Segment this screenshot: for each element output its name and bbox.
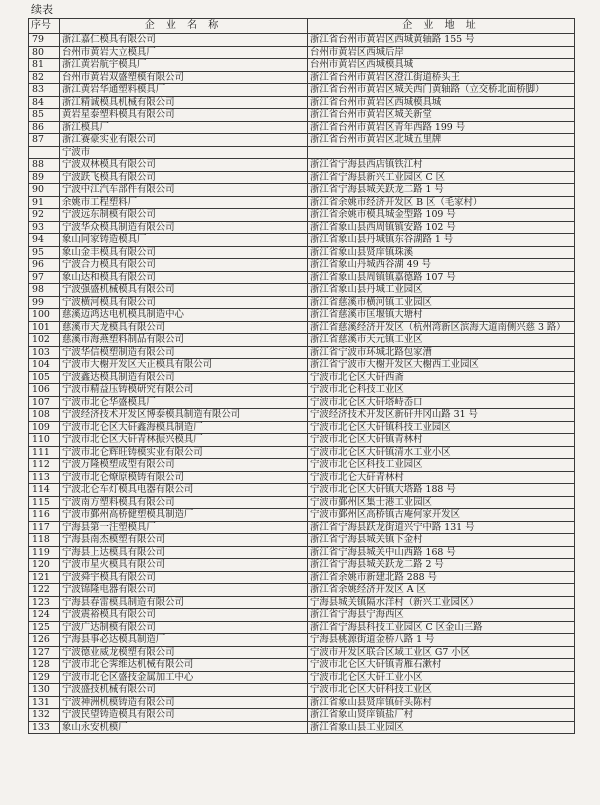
company-name: 浙江赛豪实业有限公司 xyxy=(60,134,308,147)
header-number: 序号 xyxy=(29,19,60,34)
company-address: 浙江省余姚市模具城金型路 109 号 xyxy=(308,209,575,222)
row-number: 108 xyxy=(29,409,60,422)
company-name: 宁波鑫达模具制造有限公司 xyxy=(60,371,308,384)
company-name: 宁波北仑车灯模具电器有限公司 xyxy=(60,484,308,497)
company-address: 浙江省余姚市经济开发区 B 区（毛家村） xyxy=(308,196,575,209)
row-number: 89 xyxy=(29,171,60,184)
row-number: 90 xyxy=(29,184,60,197)
company-name: 宁波华众模具制造有限公司 xyxy=(60,221,308,234)
company-name: 象山达和模具有限公司 xyxy=(60,271,308,284)
row-number: 109 xyxy=(29,421,60,434)
company-name: 黄岩星泰塑料模具有限公司 xyxy=(60,109,308,122)
table-row xyxy=(29,96,575,109)
company-address: 宁波市北仑区大矸工业小区 xyxy=(308,671,575,684)
table-row xyxy=(29,646,575,659)
company-address: 浙江省宁海县西店镇铁江村 xyxy=(308,159,575,172)
row-number: 83 xyxy=(29,84,60,97)
table-row xyxy=(29,359,575,372)
company-address: 宁波市北仑区大矸镇青雁石漱村 xyxy=(308,659,575,672)
row-number: 103 xyxy=(29,346,60,359)
row-number: 117 xyxy=(29,521,60,534)
company-address: 宁波市北仑区大矸西斋 xyxy=(308,371,575,384)
company-address: 浙江省象山县丹城镇东谷湖路 1 号 xyxy=(308,234,575,247)
table-row xyxy=(29,421,575,434)
row-number: 106 xyxy=(29,384,60,397)
table-row xyxy=(29,509,575,522)
table-row xyxy=(29,671,575,684)
company-address: 浙江省宁海县城关中山西路 168 号 xyxy=(308,546,575,559)
company-name: 宁波市北仑辉旺铸模实业有限公司 xyxy=(60,446,308,459)
table-row xyxy=(29,209,575,222)
row-number: 81 xyxy=(29,59,60,72)
company-name: 象山永安机模厂 xyxy=(60,721,308,734)
row-number: 98 xyxy=(29,284,60,297)
company-address: 浙江省慈溪市匡堰镇大塘村 xyxy=(308,309,575,322)
company-address: 浙江省象山县工业园区 xyxy=(308,721,575,734)
company-name: 宁波市鄞州高桥健塑模具制造厂 xyxy=(60,509,308,522)
row-number: 122 xyxy=(29,584,60,597)
company-name: 慈溪市天龙模具有限公司 xyxy=(60,321,308,334)
table-row xyxy=(29,321,575,334)
company-table xyxy=(28,18,575,734)
table-row xyxy=(29,621,575,634)
row-number: 88 xyxy=(29,159,60,172)
company-address: 浙江省台州市黄岩区北城五里牌 xyxy=(308,134,575,147)
table-row xyxy=(29,609,575,622)
company-name: 宁波神洲机模铸造有限公司 xyxy=(60,696,308,709)
row-number: 119 xyxy=(29,546,60,559)
row-number: 82 xyxy=(29,71,60,84)
table-row xyxy=(29,121,575,134)
company-address: 浙江省象山贤庠镇盐厂村 xyxy=(308,709,575,722)
table-row xyxy=(29,409,575,422)
company-name: 宁波万隆模塑成型有限公司 xyxy=(60,459,308,472)
continued-label: 续表 xyxy=(31,3,53,16)
table-row xyxy=(29,259,575,272)
company-address: 浙江省慈溪经济开发区（杭州湾新区滨海大道南侧兴慈 3 路） xyxy=(308,321,575,334)
row-number: 104 xyxy=(29,359,60,372)
row-number xyxy=(29,146,60,159)
row-number: 115 xyxy=(29,496,60,509)
table-row xyxy=(29,559,575,572)
row-number: 132 xyxy=(29,709,60,722)
company-address: 浙江省台州市黄岩区西城模具城 xyxy=(308,96,575,109)
row-number: 85 xyxy=(29,109,60,122)
company-address: 宁波经济技术开发区新矸井冈山路 31 号 xyxy=(308,409,575,422)
company-address: 浙江省宁波市大榭开发区大榭西工业园区 xyxy=(308,359,575,372)
table-row xyxy=(29,521,575,534)
company-address: 浙江省台州市黄岩区城关新堂 xyxy=(308,109,575,122)
row-number: 94 xyxy=(29,234,60,247)
row-number: 79 xyxy=(29,34,60,47)
table-row xyxy=(29,634,575,647)
company-name: 宁波中江汽车部件有限公司 xyxy=(60,184,308,197)
company-address: 浙江省台州市黄岩区青年西路 199 号 xyxy=(308,121,575,134)
company-address: 宁波市北仑大矸青林村 xyxy=(308,471,575,484)
table-row xyxy=(29,171,575,184)
row-number: 118 xyxy=(29,534,60,547)
row-number: 129 xyxy=(29,671,60,684)
table-row xyxy=(29,284,575,297)
table-row xyxy=(29,84,575,97)
table-row xyxy=(29,46,575,59)
row-number: 121 xyxy=(29,571,60,584)
company-name: 浙江嘉仁模具有限公司 xyxy=(60,34,308,47)
row-number: 87 xyxy=(29,134,60,147)
company-name: 宁波强盛机械模具有限公司 xyxy=(60,284,308,297)
company-address: 浙江省宁海县城关跃龙二路 1 号 xyxy=(308,184,575,197)
company-address: 宁波市北仑区科技工业园区 xyxy=(308,459,575,472)
company-name: 宁波市北仑霁维达机械有限公司 xyxy=(60,659,308,672)
table-row xyxy=(29,471,575,484)
row-number: 127 xyxy=(29,646,60,659)
row-number: 84 xyxy=(29,96,60,109)
table-row xyxy=(29,71,575,84)
table-row xyxy=(29,196,575,209)
table-row xyxy=(29,309,575,322)
table-row xyxy=(29,459,575,472)
row-number: 101 xyxy=(29,321,60,334)
company-name: 浙江精诚模具机械有限公司 xyxy=(60,96,308,109)
table-row xyxy=(29,109,575,122)
row-number: 114 xyxy=(29,484,60,497)
company-name: 宁海县第一注塑模具厂 xyxy=(60,521,308,534)
company-name: 宁海县上达模具有限公司 xyxy=(60,546,308,559)
company-name: 浙江黄岩华通塑料模具厂 xyxy=(60,84,308,97)
row-number: 97 xyxy=(29,271,60,284)
row-number: 131 xyxy=(29,696,60,709)
table-row xyxy=(29,696,575,709)
company-address: 浙江省宁海县新兴工业园区 C 区 xyxy=(308,171,575,184)
table-row xyxy=(29,184,575,197)
company-name: 宁波震裕模具有限公司 xyxy=(60,609,308,622)
company-address: 宁海县桃源街道金桥八路 1 号 xyxy=(308,634,575,647)
table-header-row xyxy=(29,19,575,34)
table-body xyxy=(29,34,575,734)
company-name: 宁波远东制模有限公司 xyxy=(60,209,308,222)
row-number: 80 xyxy=(29,46,60,59)
row-number: 107 xyxy=(29,396,60,409)
company-name: 宁波市北仑区盛技金属加工中心 xyxy=(60,671,308,684)
company-address: 宁波市鄞州区高桥镇古庵何家开发区 xyxy=(308,509,575,522)
company-name: 宁海县南杰模塑有限公司 xyxy=(60,534,308,547)
table-row xyxy=(29,709,575,722)
company-address: 宁波市鄞州区集士港工业园区 xyxy=(308,496,575,509)
company-address: 台州市黄岩区西城模具城 xyxy=(308,59,575,72)
table-row xyxy=(29,584,575,597)
company-address: 浙江省台州市黄岩区城关西门黄轴路（立交桥北面桥脚） xyxy=(308,84,575,97)
company-name: 宁海县春雷模具制造有限公司 xyxy=(60,596,308,609)
company-address: 浙江省宁海县跃龙街道兴宁中路 131 号 xyxy=(308,521,575,534)
table-row xyxy=(29,234,575,247)
company-address: 浙江省台州市黄岩区澄江街道桥头王 xyxy=(308,71,575,84)
row-number: 126 xyxy=(29,634,60,647)
company-name: 宁波舜宇模具有限公司 xyxy=(60,571,308,584)
company-name: 慈溪市海燕塑料制品有限公司 xyxy=(60,334,308,347)
company-name: 宁波盛技机械有限公司 xyxy=(60,684,308,697)
company-address: 浙江省象山县西周镇镇安路 102 号 xyxy=(308,221,575,234)
table-row xyxy=(29,434,575,447)
company-name: 余姚市工程塑料厂 xyxy=(60,196,308,209)
row-number: 92 xyxy=(29,209,60,222)
table-row xyxy=(29,596,575,609)
company-name: 宁波横河模具有限公司 xyxy=(60,296,308,309)
company-name: 宁波经济技术开发区博泰模具制造有限公司 xyxy=(60,409,308,422)
company-name: 宁波南方塑料模具有限公司 xyxy=(60,496,308,509)
row-number: 100 xyxy=(29,309,60,322)
company-address: 浙江省宁海县城关镇下金村 xyxy=(308,534,575,547)
company-address: 浙江省宁海县城关跃龙二路 2 号 xyxy=(308,559,575,572)
company-name: 宁波双林模具有限公司 xyxy=(60,159,308,172)
company-address: 宁波市北仑区大矸镇清水工业小区 xyxy=(308,446,575,459)
table-row xyxy=(29,334,575,347)
table-section-row xyxy=(29,146,575,159)
table-row xyxy=(29,546,575,559)
row-number: 130 xyxy=(29,684,60,697)
row-number: 125 xyxy=(29,621,60,634)
row-number: 102 xyxy=(29,334,60,347)
company-name: 台州市黄岩双盛塑模有限公司 xyxy=(60,71,308,84)
company-address: 宁波市北仑区大矸科技工业区 xyxy=(308,684,575,697)
company-name: 宁波市精益压铸模研究有限公司 xyxy=(60,384,308,397)
table-row xyxy=(29,396,575,409)
company-address: 浙江省象山县丹城工业园区 xyxy=(308,284,575,297)
table-row xyxy=(29,659,575,672)
company-name: 宁波市大榭开发区天正模具有限公司 xyxy=(60,359,308,372)
row-number: 112 xyxy=(29,459,60,472)
company-address: 浙江省象山县贤庠镇矸头陈村 xyxy=(308,696,575,709)
company-name: 宁波市 xyxy=(60,146,308,159)
row-number: 110 xyxy=(29,434,60,447)
table-row xyxy=(29,296,575,309)
company-address: 浙江省余姚市新建北路 288 号 xyxy=(308,571,575,584)
table-row xyxy=(29,246,575,259)
company-name: 台州市黄岩大立模具厂 xyxy=(60,46,308,59)
company-address: 宁波市北仑区大矸镇科技工业园区 xyxy=(308,421,575,434)
company-address: 浙江省慈溪市横河镇工业园区 xyxy=(308,296,575,309)
company-name: 宁波德业威龙模塑有限公司 xyxy=(60,646,308,659)
company-address: 浙江省象山丹城西谷湖 49 号 xyxy=(308,259,575,272)
table-row xyxy=(29,159,575,172)
company-name: 象山金丰模具有限公司 xyxy=(60,246,308,259)
table-row xyxy=(29,684,575,697)
table-row xyxy=(29,534,575,547)
row-number: 99 xyxy=(29,296,60,309)
company-address: 浙江省余姚经济开发区 A 区 xyxy=(308,584,575,597)
company-name: 宁波市北仑华盛模具厂 xyxy=(60,396,308,409)
table-row xyxy=(29,346,575,359)
table-row xyxy=(29,271,575,284)
company-address: 宁波市北仑区大矸镇大塔路 188 号 xyxy=(308,484,575,497)
header-company-address: 企 业 地 址 xyxy=(308,19,575,34)
table-row xyxy=(29,496,575,509)
company-name: 宁波华信模塑制造有限公司 xyxy=(60,346,308,359)
row-number: 133 xyxy=(29,721,60,734)
company-name: 宁波合力模具有限公司 xyxy=(60,259,308,272)
company-name: 宁海县事必达模具制造厂 xyxy=(60,634,308,647)
company-address: 浙江省慈溪市天元镇工业区 xyxy=(308,334,575,347)
company-name: 宁波市北仑燎原模铸有限公司 xyxy=(60,471,308,484)
table-row xyxy=(29,384,575,397)
company-address xyxy=(308,146,575,159)
row-number: 105 xyxy=(29,371,60,384)
table-row xyxy=(29,571,575,584)
company-address: 浙江省宁波市环城北路包家漕 xyxy=(308,346,575,359)
table-row xyxy=(29,371,575,384)
row-number: 120 xyxy=(29,559,60,572)
company-address: 宁波市北仑科技工业区 xyxy=(308,384,575,397)
table-row xyxy=(29,221,575,234)
company-name: 宁波市北仑区大矸青林振兴模具厂 xyxy=(60,434,308,447)
company-name: 浙江模具厂 xyxy=(60,121,308,134)
table-row xyxy=(29,59,575,72)
row-number: 128 xyxy=(29,659,60,672)
company-name: 宁波锦隆电器有限公司 xyxy=(60,584,308,597)
company-address: 浙江省宁海县科技工业园区 C 区金山三路 xyxy=(308,621,575,634)
company-address: 浙江省象山县贤庠镇珠溪 xyxy=(308,246,575,259)
table-row xyxy=(29,446,575,459)
company-name: 宁波民望铸造模具有限公司 xyxy=(60,709,308,722)
header-company-name: 企 业 名 称 xyxy=(60,19,308,34)
company-address: 宁波市北仑区大矸塔峙岙口 xyxy=(308,396,575,409)
row-number: 93 xyxy=(29,221,60,234)
company-address: 宁波市开发区联合区域工业区 G7 小区 xyxy=(308,646,575,659)
row-number: 111 xyxy=(29,446,60,459)
table-row xyxy=(29,34,575,47)
table-row xyxy=(29,484,575,497)
table-row xyxy=(29,134,575,147)
company-name: 浙江黄岩航宇模具厂 xyxy=(60,59,308,72)
table-row xyxy=(29,721,575,734)
row-number: 96 xyxy=(29,259,60,272)
company-name: 慈溪迈鸿达电机模具制造中心 xyxy=(60,309,308,322)
row-number: 91 xyxy=(29,196,60,209)
company-address: 浙江省象山县周镇镇嘉德路 107 号 xyxy=(308,271,575,284)
company-address: 浙江省宁海县宁海西区 xyxy=(308,609,575,622)
company-address: 宁波市北仑区大矸镇青林村 xyxy=(308,434,575,447)
company-name: 宁波广达制模有限公司 xyxy=(60,621,308,634)
row-number: 116 xyxy=(29,509,60,522)
row-number: 123 xyxy=(29,596,60,609)
row-number: 113 xyxy=(29,471,60,484)
row-number: 124 xyxy=(29,609,60,622)
row-number: 95 xyxy=(29,246,60,259)
company-name: 宁波跃飞模具有限公司 xyxy=(60,171,308,184)
company-address: 台州市黄岩区西城后岸 xyxy=(308,46,575,59)
company-name: 象山同家铸造模具厂 xyxy=(60,234,308,247)
row-number: 86 xyxy=(29,121,60,134)
company-address: 浙江省台州市黄岩区西城黄轴路 155 号 xyxy=(308,34,575,47)
company-address: 宁海县城关镇隔水洋村（新兴工业园区） xyxy=(308,596,575,609)
company-name: 宁波市星火模具有限公司 xyxy=(60,559,308,572)
company-name: 宁波市北仑区大矸鑫海模具制造厂 xyxy=(60,421,308,434)
